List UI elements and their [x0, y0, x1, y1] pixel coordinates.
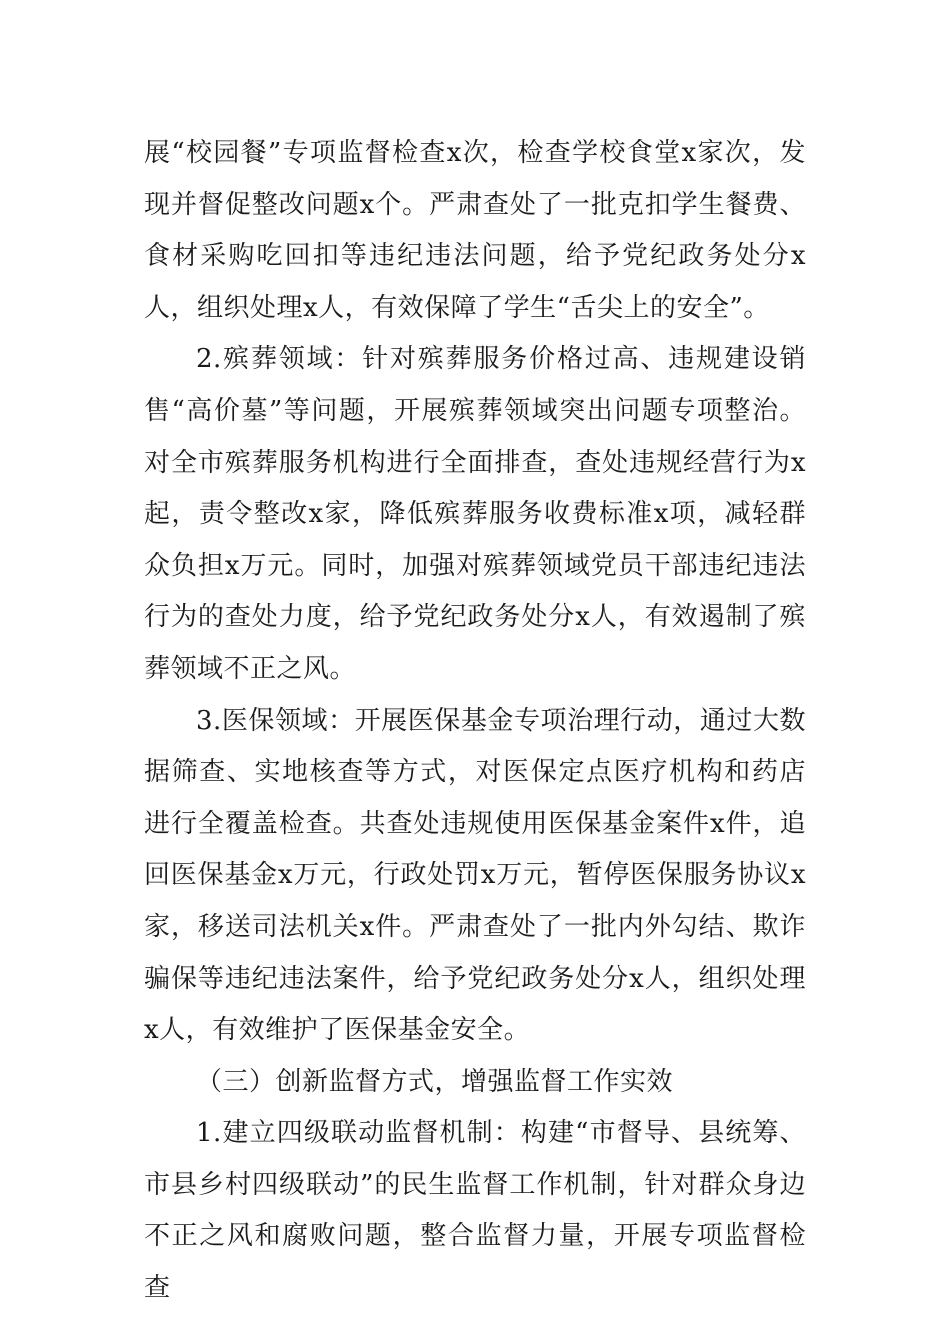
paragraph-continuation: 展“校园餐”专项监督检查x次，检查学校食堂x家次，发现并督促整改问题x个。严肃查处了一批克扣学生餐费、食材采购吃回扣等违纪违法问题，给予党纪政务处分x人，组织处理x人，有效保障了学生“舌尖上的安全”。 — [144, 138, 806, 323]
document-body — [144, 128, 806, 1315]
paragraph-funeral-sector: 2.殡葬领域：针对殡葬服务价格过高、违规建设销售“高价墓”等问题，开展殡葬领域突出问题专项整治。对全市殡葬服务机构进行全面排查，查处违规经营行为x起，责令整改x家，降低殡葬服务收费标准x项，减轻群众负担x万元。同时，加强对殡葬领域党员干部违纪违法行为的查处力度，给予党纪政务处分x人，有效遏制了殡葬领域不正之风。 — [144, 344, 806, 684]
paragraph-four-level-mechanism: 1.建立四级联动监督机制：构建“市督导、县统筹、市县乡村四级联动”的民生监督工作机制，针对群众身边不正之风和腐败问题，整合监督力量，开展专项监督检查 — [144, 1118, 806, 1304]
section-heading: （三）创新监督方式，增强监督工作实效 — [196, 1066, 674, 1097]
paragraph-medical-insurance: 3.医保领域：开展医保基金专项治理行动，通过大数据筛查、实地核查等方式，对医保定点医疗机构和药店进行全覆盖检查。共查处违规使用医保基金案件x件，追回医保基金x万元，行政处罚x万元，暂停医保服务协议x家，移送司法机关x件。严肃查处了一批内外勾结、欺诈骗保等违纪违法案件，给予党纪政务处分x人，组织处理x人，有效维护了医保基金安全。 — [144, 705, 806, 1046]
